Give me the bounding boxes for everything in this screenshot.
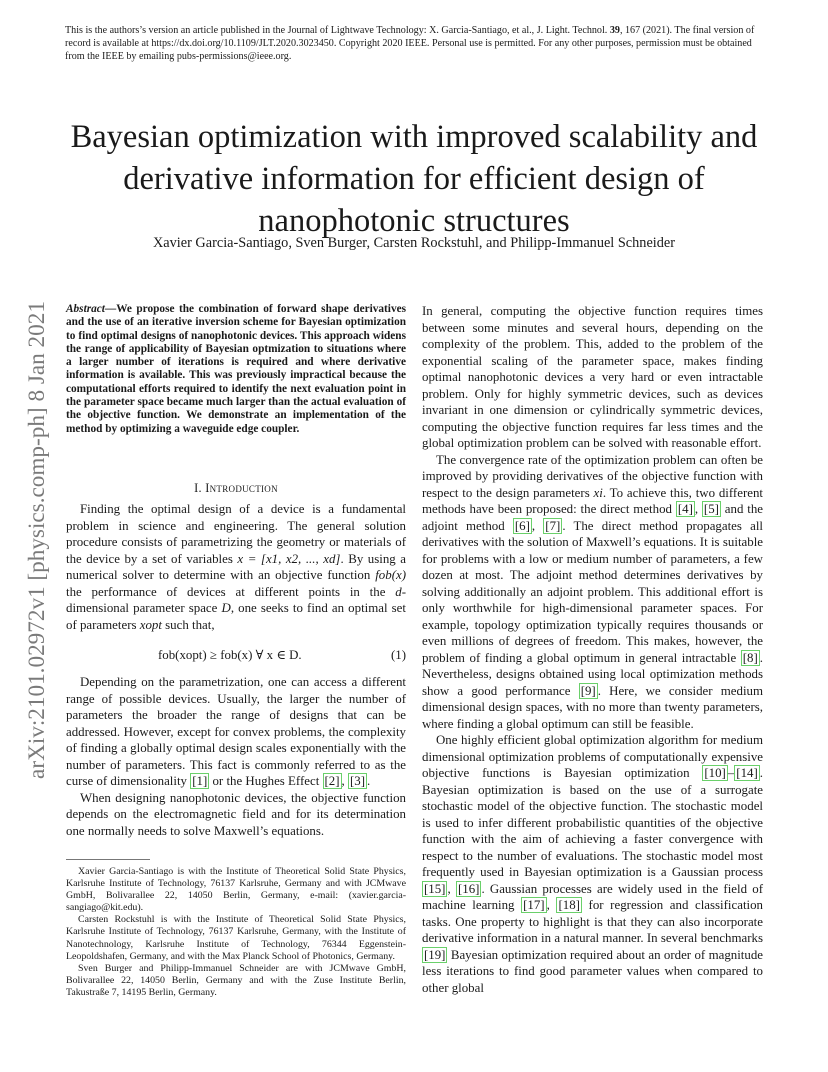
citation-link[interactable]: [3]	[349, 774, 366, 788]
section-heading: I. Introduction	[194, 481, 278, 495]
right-paragraph-1: In general, computing the objective function requires times between some minutes and several hours, depending on the complexity of the problem. This, added to the problem of the exponential scaling of the parameter space, makes finding optimal nanophotonic devices a very hard or even intractable problem. Only for highly symmetric devices, such as devices invariant in one dimension or cylindrically symmetric devices, computing the objective function requires far less times and the global optimization problem can be solved with reasonable effort.	[422, 304, 763, 450]
arxiv-stamp: arXiv:2101.02972v1 [physics.comp-ph] 8 Jan 2021	[24, 301, 50, 779]
footnote-divider	[66, 859, 150, 860]
abstract	[66, 303, 406, 436]
intro-paragraph-2: Depending on the parametrization, one can access a different range of possible devices. Usually, the larger the number of parameters the broader the range of designs that can be addressed. However, except for convex problems, the complexity of finding a globally optimal design scales exponentially with the number of parameters. This fact is commonly referred to as the curse of dimensionality [1] or the Hughes Effect [2] , [3] . When designing nanophotonic devices, the objective function depends on the electromagnetic field and for its determination one normally needs to solve Maxwell’s equations.	[66, 675, 406, 838]
citation-link[interactable]: [8]	[742, 650, 758, 665]
equation-body: fob(xopt) ≥ fob(x) ∀ x ∈ D.	[158, 648, 302, 662]
citation-link[interactable]: [15]	[424, 881, 446, 896]
author-list: Xavier Garcia-Santiago, Sven Burger, Carsten Rockstuhl, and Philipp-Immanuel Schneider	[152, 235, 676, 251]
volume-number: 39	[609, 25, 620, 36]
citation-link[interactable]: [16]	[457, 881, 480, 896]
citation-link[interactable]: [18]	[558, 898, 580, 912]
right-column	[422, 303, 763, 996]
citation-link[interactable]: [4]	[677, 502, 693, 516]
footnote-item: Carsten Rockstuhl is with the Institute of Theoretical Solid State Physics, Karlsruhe Institute of Technology, 76137 Karlsruhe, Germany, with the Institute of Nanotechnology, Karlsruhe Institute of Technology, 76344 Eggenstein-Leopoldshafen, Germany, and with the Max Planck School of Photonics, Germany.	[66, 914, 406, 962]
footnote-item: Xavier Garcia-Santiago is with the Institute of Theoretical Solid State Physics, Karlsruhe Institute of Technology, 76137 Karlsruhe, Germany and with JCMwave GmbH, Bolivarallee 22, 14050 Berlin, Germany, e-mail: (xavier.garcia-sangiago@kit.edu).	[66, 866, 406, 914]
citation-link[interactable]: [5]	[703, 502, 719, 516]
right-paragraph-2: The convergence rate of the optimization problem can often be improved by providing derivatives of the objective function with respect to the design parameters xi. To achieve this, two different methods have been proposed: the direct method [4] , [5] and the adjoint method [6] , [7] . The direct method propagates all derivatives with the solution of Maxwell’s equations. It is suitable for problems with a low or medium number of parameters, a few dozen at most. The adjoint method determines derivatives by solving additionally an adjoint problem. This additional effort is only worthwhile for high-dimensional parameter spaces. For example, topology optimization typically requires thousands or even millions of degrees of freedom. This makes, however, the problem of finding a global optimum in general intractable [8] . Nevertheless, designs obtained using local optimization methods show a good performance [9] . Here, we consider medium dimensional design spaces, with no more than twenty parameters, where finding a global optimum can still be feasible.	[422, 452, 763, 731]
abstract-text: —We propose the combination of forward shape derivatives and the use of an iterative inversion scheme for Bayesian optimization to find optimal designs of nanophotonic devices. This approach widens the range of applicability of Bayesian optmization to situations where a larger number of iterations is required and where derivative information is available. This was previously impractical because the computational efforts required to identify the next evaluation point in the parameter space became much larger than the actual evaluation of the objective function. We demonstrate an implementation of the method by optimizing a waveguide edge coupler.	[66, 303, 406, 435]
citation-link[interactable]: [1]	[192, 774, 208, 788]
author-footnotes	[66, 866, 406, 999]
right-paragraph-3: One highly efficient global optimization algorithm for medium dimensional optimization problems of computationally expensive objective functions is Bayesian optimization [10] – [14] . Bayesian optimization is based on the use of a surrogate stochastic model of the objective function. The stochastic model is used to infer different probabilistic quantities of the objective function with the aim of achieving a faster convergence with respect to the number of evaluations. The stochastic model most frequently used in Bayesian optimization is a Gaussian process [15] , [16] . Gaussian processes are widely used in the field of machine learning [17] , [18] for regression and classification tasks. One property to highlight is that they can also incorporate derivative information in a natural manner. In several benchmarks [19] Bayesian optimization required about an order of magnitude less iterations to find good parameter values when compared to other global	[422, 733, 764, 995]
citation-link[interactable]: [9]	[580, 683, 596, 698]
citation-link[interactable]: [17]	[523, 898, 545, 912]
paper-title: Bayesian optimization with improved scalability and derivative information for efficient design of nanophotonic structures	[70, 119, 758, 239]
copyright-notice: This is the authors’s version an article published in the Journal of Lightwave Technology: X. Garcia-Santiago, et al., J. Light. Technol. 39, 167 (2021). The final version of record is available at https://dx.doi.org/10.1109/JLT.2020.3023450. Copyright 2020 IEEE. Personal use is permitted. For any other purposes, permission must be obtained from the IEEE by emailing pubs-permissions@ieee.org.	[65, 25, 755, 62]
abstract-label: Abstract	[66, 303, 105, 315]
intro-paragraph-3: When designing nanophotonic devices, the objective function depends on the electromagnetic field and for its determination one normally needs to solve Maxwell’s equations.	[66, 790, 406, 838]
footnote-item: Sven Burger and Philipp-Immanuel Schneider are with JCMwave GmbH, Bolivarallee 22, 14050 Berlin, Germany and with the Zuse Institute Berlin, Takustraße 7, 14195 Berlin, Germany.	[66, 962, 406, 998]
citation-link[interactable]: [10]	[704, 766, 726, 780]
citation-link[interactable]: [7]	[545, 518, 561, 533]
equation-number: (1)	[390, 648, 406, 662]
citation-link[interactable]: [19]	[424, 947, 446, 962]
citation-link[interactable]: [6]	[514, 518, 530, 533]
citation-link[interactable]: [2]	[324, 774, 340, 788]
intro-paragraph-1: Finding the optimal design of a device is a fundamental problem in science and engineering. The general solution procedure consists of parametrizing the geometry or materials of the device by a set of variables x = [x1, x2, ..., xd]. By using a numerical solver to determine with an objective function fob(x) the performance of devices at different points in the d-dimensional parameter space D, one seeks to find an optimal set of parameters xopt such that,	[66, 502, 407, 632]
citation-link[interactable]: [14]	[736, 766, 758, 780]
